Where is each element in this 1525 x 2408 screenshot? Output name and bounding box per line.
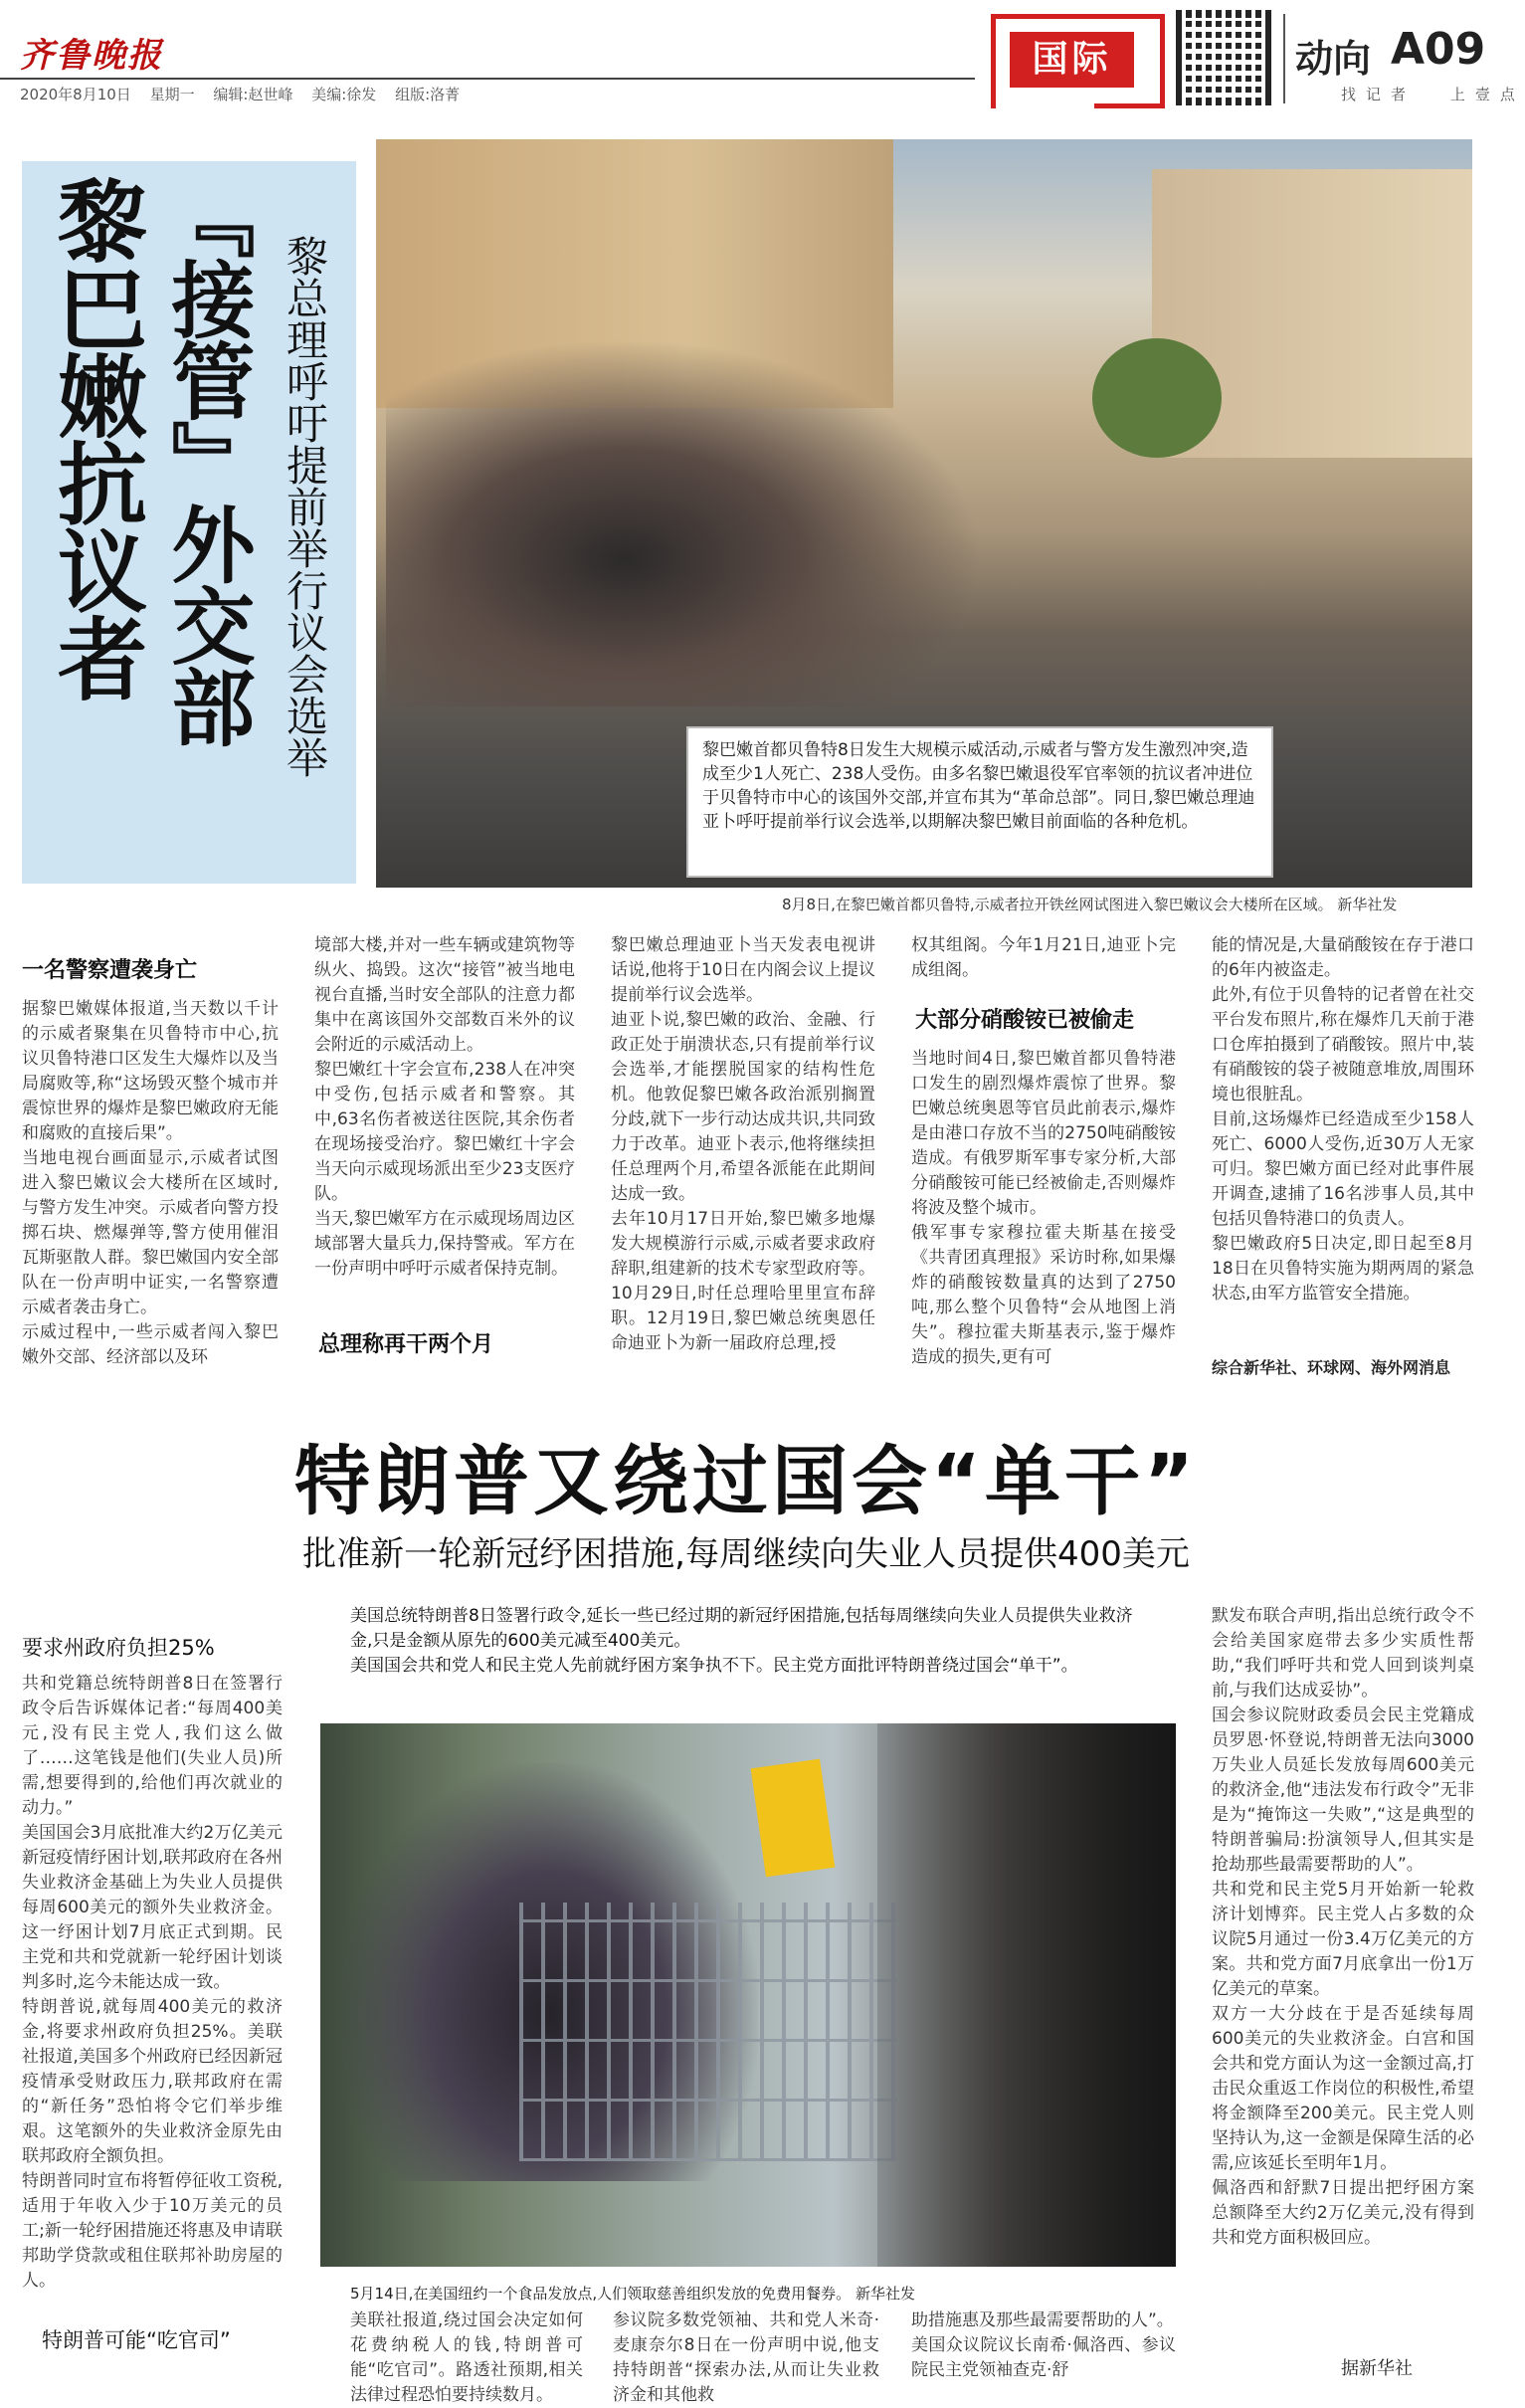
staff-label <box>1341 84 1525 104</box>
story1-source: 综合新华社、环球网、海外网消息 <box>1212 1358 1451 1377</box>
col5-text: 能的情况是,大量硝酸铵在存于港口的6年内被盗走。 此外,有位于贝鲁特的记者曾在社交平台发布照片,称在爆炸几天前于港口仓库拍摄到了硝酸铵。照片中,装有硝酸铵的袋子被随意堆放,周围环境也很脏乱。 目前,这场爆炸已经造成至少158人死亡、6000人受伤,近30万人无家可归。黎巴嫩方面已经对此事件展开调查,逮捕了16名涉事人员,其中包括贝鲁特港口的负责人。 黎巴嫩政府5日决定,即日起至8月18日在贝鲁特实施为期两周的紧急状态,由军方监管安全措施。 <box>1212 935 1474 1304</box>
newspaper-logo: 齐鲁晚报 <box>20 36 163 76</box>
photo2-caption: 5月14日,在美国纽约一个食品发放点,人们领取慈善组织发放的免费用餐券。 新华社发 <box>350 2285 915 2303</box>
page-section-name: 动向 <box>1295 37 1372 81</box>
story2-headline: 特朗普又绕过国会“单干” <box>294 1437 1198 1525</box>
photo-barricade <box>519 1903 897 2161</box>
photo-caption: 8月8日,在黎巴嫩首都贝鲁特,示威者拉开铁丝网试图进入黎巴嫩议会大楼所在区域。 新华社发 <box>782 896 1398 913</box>
col1-text: 据黎巴嫩媒体报道,当天数以千计的示威者聚集在贝鲁特市中心,抗议贝鲁特港口区发生大爆炸以及当局腐败等,称“这场毁灭整个城市并震惊世界的爆炸是黎巴嫩政府无能和腐败的直接后果”。 当地电视台画面显示,示威者试图进入黎巴嫩议会大楼所在区域时,与警方发生冲突。示威者向警方投掷石块、燃爆弹等,警方使用催泪瓦斯驱散人群。黎巴嫩国内安全部队在一份声明中证实,一名警察遭示威者袭击身亡。 示威过程中,一些示威者闯入黎巴嫩外交部、经济部以及环 <box>22 999 279 1367</box>
headline-main: 黎巴嫩抗议者 <box>42 175 146 701</box>
headline-subtitle: 黎总理呼吁提前举行议会选举 <box>281 235 329 778</box>
story2-left-subhead: 要求州政府负担25% <box>22 1636 215 1660</box>
col4-text: 权其组阁。今年1月21日,迪亚卜完成组阁。 <box>911 935 1176 980</box>
story2-lead: 美国总统特朗普8日签署行政令,延长一些已经过期的新冠纾困措施,包括每周继续向失业人员提供失业救济金,只是金额从原先的600美元减至400美元。 美国国会共和党人和民主党人先前就纾困方案争执不下。民主党方面批评特朗普绕过国会“单干”。 <box>350 1606 1133 1676</box>
staff-char: 找 <box>1341 86 1357 103</box>
story2-bottom-col3: 助措施惠及那些最需要帮助的人”。 美国众议院议长南希·佩洛西、参议院民主党领袖查克·舒 <box>911 2310 1176 2380</box>
story2-bottom-col1: 美联社报道,绕过国会决定如何花费纳税人的钱,特朗普可能“吃官司”。路透社预期,相关法律过程恐怕要持续数月。 <box>350 2310 583 2405</box>
story2-bottom-col2: 参议院多数党领袖、共和党人米奇·麦康奈尔8日在一份声明中说,他支持特朗普“探索办法,从而让失业救济金和其他救 <box>613 2310 879 2405</box>
staff-char: 者 <box>1391 86 1407 103</box>
photo-tree <box>1092 338 1222 458</box>
staff-char: 上 <box>1449 86 1465 103</box>
issue-weekday: 星期一 <box>149 86 195 103</box>
photo-crowd <box>386 338 983 706</box>
art-credit: 美编:徐发 <box>311 86 377 103</box>
editor-credit: 编辑:赵世峰 <box>213 86 293 103</box>
col1-subhead: 一名警察遭袭身亡 <box>22 958 198 983</box>
staff-char: 记 <box>1366 86 1382 103</box>
photo-sign <box>751 1759 836 1878</box>
story2-left-subhead-2: 特朗普可能“吃官司” <box>42 2328 231 2352</box>
photo-caption-box: 黎巴嫩首都贝鲁特8日发生大规模示威活动,示威者与警方发生激烈冲突,造成至少1人死亡、238人受伤。由多名黎巴嫩退役军官率领的抗议者冲进位于贝鲁特市中心的该国外交部,并宣布其为“革命总部”。同日,黎巴嫩总理迪亚卜呼吁提前举行议会选举,以期解决黎巴嫩目前面临的各种危机。 <box>686 726 1273 878</box>
section-label: 国际 <box>1010 32 1134 88</box>
col2-subhead: 总理称再干两个月 <box>318 1332 494 1357</box>
story2-right-text: 默发布联合声明,指出总统行政令不会给美国家庭带去多少实质性帮助,“我们呼吁共和党人回到谈判桌前,与我们达成妥协”。 国会参议院财政委员会民主党籍成员罗恩·怀登说,特朗普无法向3000万失业人员延长发放每周600美元的救济金,他“违法发布行政令”无非是为“掩饰这一失败”,“这是典型的特朗普骗局:扮演领导人,但其实是抢劫那些最需要帮助的人”。 共和党和民主党5月开始新一轮救济计划博弈。民主党人占多数的众议院5月通过一份3.4万亿美元的方案。共和党方面7月底拿出一份1万亿美元的草案。 双方一大分歧在于是否延续每周600美元的失业救济金。白宫和国会共和党方面认为这一金额过高,打击民众重返工作岗位的积极性,希望将金额降至200美元。民主党人则坚持认为,这一金额是保障生活的必需,应该延长至明年1月。 佩洛西和舒默7日提出把纾困方案总额降至大约2万亿美元,没有得到共和党方面积极回应。 <box>1212 1606 1474 2248</box>
qr-code-pattern <box>1184 18 1263 98</box>
staff-char: 点 <box>1499 86 1515 103</box>
col4-subhead: 大部分硝酸铵已被偷走 <box>915 1008 1135 1033</box>
issue-date: 2020年8月10日 <box>20 86 131 103</box>
food-line-photo <box>320 1723 1176 2267</box>
issue-meta <box>20 84 474 104</box>
col3-text: 黎巴嫩总理迪亚卜当天发表电视讲话说,他将于10日在内阁会议上提议提前举行议会选举。 迪亚卜说,黎巴嫩的政治、金融、行政正处于崩溃状态,只有提前举行议会选举,才能摆脱国家的结构性危机。他敦促黎巴嫩各政治派别搁置分歧,就下一步行动达成共识,共同致力于改革。迪亚卜表示,他将继续担任总理两个月,希望各派能在此期间达成一致。 去年10月17日开始,黎巴嫩多地爆发大规模游行示威,示威者要求政府辞职,组建新的技术专家型政府等。10月29日,时任总理哈里里宣布辞职。12月19日,黎巴嫩总统奥恩任命迪亚卜为新一届政府总理,授 <box>611 935 875 1353</box>
story2-source: 据新华社 <box>1341 2358 1413 2379</box>
photo-foreground-blur <box>877 1723 1176 2267</box>
story2-left-text: 共和党籍总统特朗普8日在签署行政令后告诉媒体记者:“每周400美元,没有民主党人,我们这么做了……这笔钱是他们(失业人员)所需,想要得到的,给他们再次就业的动力。” 美国国会3月底批准大约2万亿美元新冠疫情纾困计划,联邦政府在各州失业救济金基础上为失业人员提供每周600美元的额外失业救济金。这一纾困计划7月底正式到期。民主党和共和党就新一轮纾困计划谈判多时,迄今未能达成一致。 特朗普说,就每周400美元的救济金,将要求州政府负担25%。美联社报道,美国多个州政府已经因新冠疫情承受财政压力,联邦政府在需的“新任务”恐怕将令它们举步维艰。这笔额外的失业救济金原先由联邦政府全额负担。 特朗普同时宣布将暂停征收工资税,适用于年收入少于10万美元的员工;新一轮纾困措施还将惠及申请联邦助学贷款或租住联邦补助房屋的人。 <box>22 1674 283 2291</box>
layout-credit: 组版:洛菁 <box>395 86 461 103</box>
header-divider <box>1283 14 1285 103</box>
page-number: A09 <box>1391 24 1486 75</box>
col4-text-2: 当地时间4日,黎巴嫩首都贝鲁特港口发生的剧烈爆炸震惊了世界。黎巴嫩总统奥恩等官员此前表示,爆炸是由港口存放不当的2750吨硝酸铵造成。有俄罗斯军事专家分析,大部分硝酸铵可能已经被偷走,否则爆炸将波及整个城市。 俄军事专家穆拉霍夫斯基在接受《共青团真理报》采访时称,如果爆炸的硝酸铵数量真的达到了2750吨,那么整个贝鲁特“会从地图上消失”。穆拉霍夫斯基表示,鉴于爆炸造成的损失,更有可 <box>911 1049 1176 1367</box>
headline-main-2: 『接管』外交部 <box>158 175 256 746</box>
col2-text: 境部大楼,并对一些车辆或建筑物等纵火、捣毁。这次“接管”被当地电视台直播,当时安全部队的注意力都集中在离该国外交部数百米外的议会附近的示威活动上。 黎巴嫩红十字会宣布,238人在冲突中受伤,包括示威者和警察。其中,63名伤者被送往医院,其余伤者在现场接受治疗。黎巴嫩红十字会当天向示威现场派出至少23支医疗队。 当天,黎巴嫩军方在示威现场周边区域部署大量兵力,保持警戒。军方在一份声明中呼吁示威者保持克制。 <box>314 935 575 1279</box>
story2-subheadline: 批准新一轮新冠纾困措施,每周继续向失业人员提供400美元 <box>302 1534 1190 1574</box>
staff-char: 壹 <box>1474 86 1490 103</box>
masthead-rule <box>0 78 975 80</box>
